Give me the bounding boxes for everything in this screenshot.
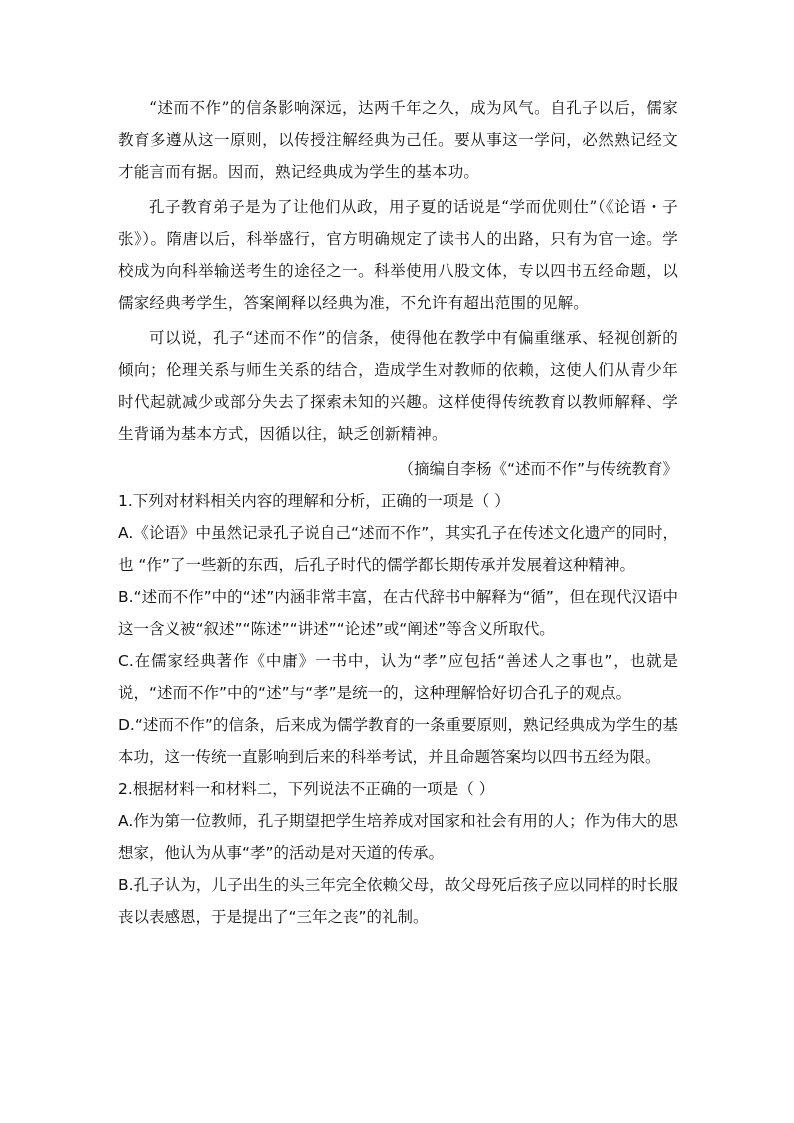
passage-paragraph-1: “述而不作”的信条影响深远，达两千年之久，成为风气。自孔子以后，儒家教育多遵从这一原则，以传授注解经典为己任。要从事这一学问，必然熟记经文才能言而有据。因而，熟记经典成为学生的基本功。 xyxy=(118,99,678,181)
question-1-option-a: A.《论语》中虽然记录孔子说自己“述而不作”，其实孔子在传述文化遗产的同时，也 “作”了一些新的东西，后孔子时代的儒学都长期传承并发展着这种精神。 xyxy=(118,524,678,574)
question-1-option-c: C.在儒家经典著作《中庸》一书中，认为“孝”应包括“善述人之事也”，也就是说，“述而不作”中的“述”与“孝”是统一的，这种理解恰好切合孔子的观点。 xyxy=(118,652,678,702)
question-1 xyxy=(118,485,678,773)
passage-paragraph-3: 可以说，孔子“述而不作”的信条，使得他在教学中有偏重继承、轻视创新的倾向；伦理关系与师生关系的结合，造成学生对教师的依赖，这使人们从青少年时代起就减少或部分失去了探索未知的兴趣。这样使得传统教育以教师解释、学生背诵为基本方式，因循以往，缺乏创新精神。 xyxy=(118,329,678,443)
passage-source: （摘编自李杨《“述而不作”与传统教育》 xyxy=(398,460,678,478)
question-2-title: 2.根据材料一和材料二，下列说法不正确的一项是（ ） xyxy=(118,780,495,798)
question-1-title: 1.下列对材料相关内容的理解和分析，正确的一项是（ ） xyxy=(118,492,510,510)
question-1-option-b: B.“述而不作”中的“述”内涵非常丰富，在古代辞书中解释为“循”，但在现代汉语中这一含义被“叙述”“陈述”“讲述”“论述”或“阐述”等含义所取代。 xyxy=(118,588,678,638)
reading-passage xyxy=(118,92,678,450)
question-1-option-d: D.“述而不作”的信条，后来成为儒学教育的一条重要原则，熟记经典成为学生的基本功，这一传统一直影响到后来的科举考试，并且命题答案均以四书五经为限。 xyxy=(118,716,678,766)
document-page xyxy=(118,92,678,933)
passage-paragraph-2: 孔子教育弟子是为了让他们从政，用子夏的话说是“学而优则仕”（《论语・子张》）。隋唐以后，科举盛行，官方明确规定了读书人的出路，只有为官一途。学校成为向科举输送考生的途径之一。科举使用八股文体，专以四书五经命题，以儒家经典考学生，答案阐释以经典为准，不允许有超出范围的见解。 xyxy=(118,198,678,312)
question-2-option-a: A.作为第一位教师，孔子期望把学生培养成对国家和社会有用的人；作为伟大的思想家，他认为从事“孝”的活动是对天道的传承。 xyxy=(118,812,678,862)
question-2-option-b: B.孔子认为，儿子出生的头三年完全依赖父母，故父母死后孩子应以同样的时长服丧以表感恩，于是提出了“三年之丧”的礼制。 xyxy=(118,876,678,926)
question-2 xyxy=(118,773,678,933)
